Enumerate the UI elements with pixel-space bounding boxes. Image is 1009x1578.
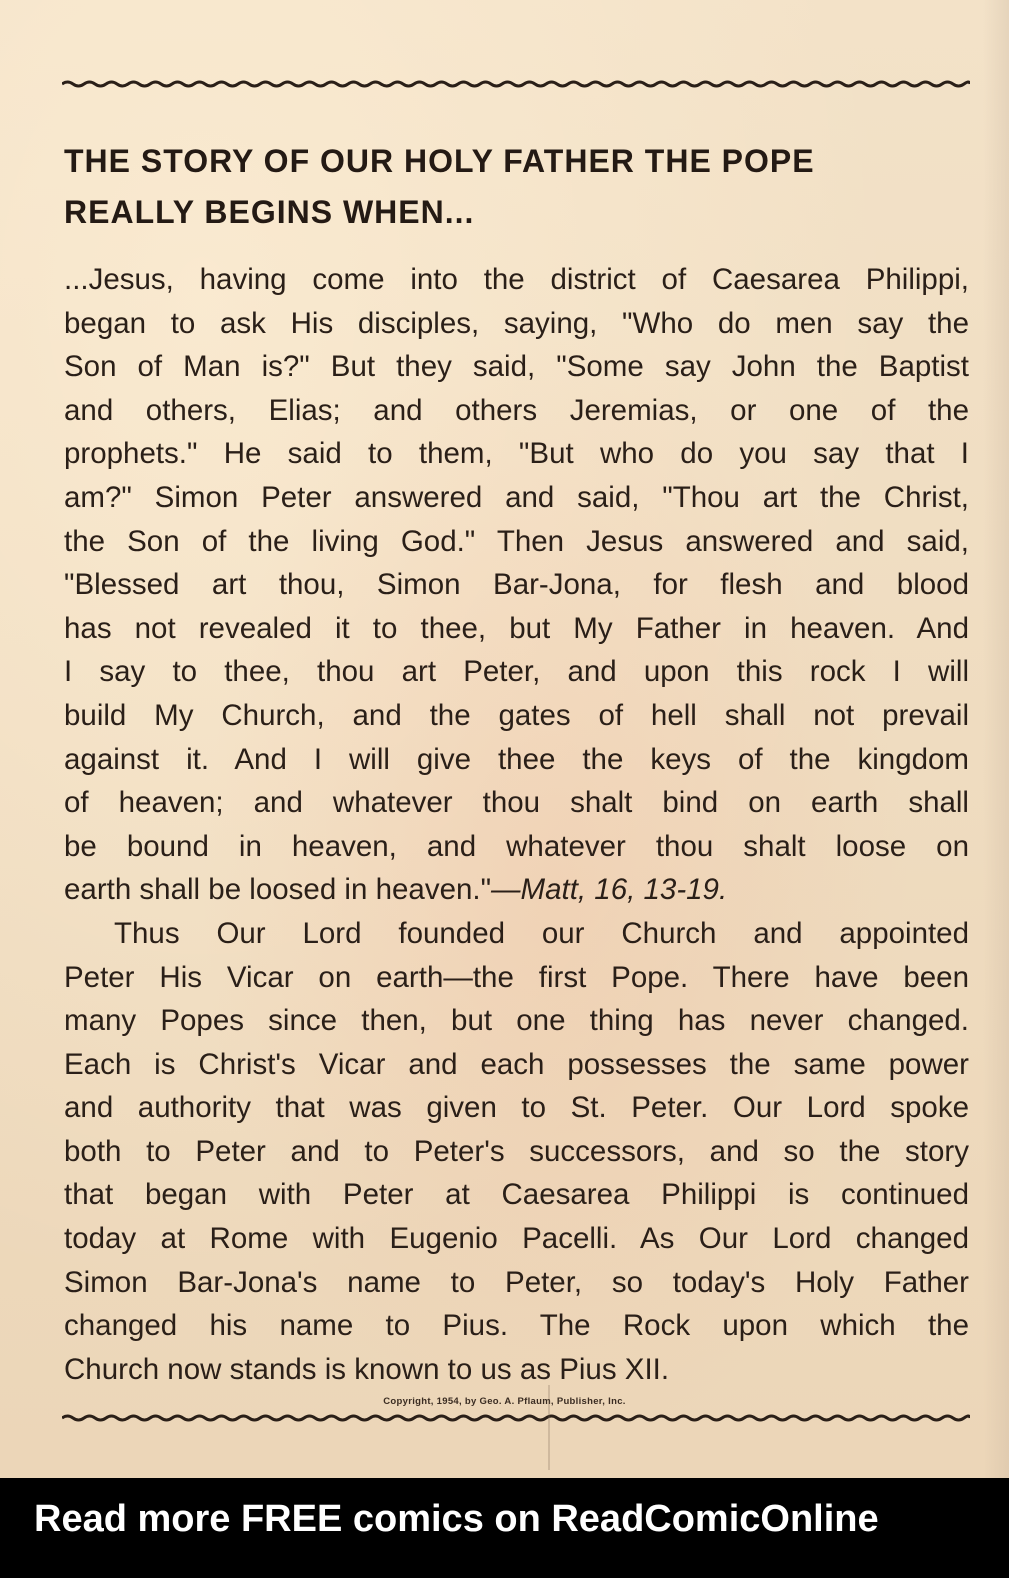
scripture-citation: —Matt, 16, 13-19. bbox=[491, 873, 728, 907]
text-line: the Son of the living God." Then Jesus answered and said, bbox=[64, 524, 969, 558]
text-line: against it. And I will give thee the keys of the kingdom bbox=[64, 742, 969, 776]
text-line: today at Rome with Eugenio Pacelli. As Our Lord changed bbox=[64, 1222, 969, 1256]
text-line: build My Church, and the gates of hell shall not prevail bbox=[64, 698, 969, 732]
text-line: ...Jesus, having come into the district of Caesarea Philippi, bbox=[64, 263, 969, 296]
text-line: both to Peter and to Peter's successors, and so the story bbox=[64, 1134, 969, 1168]
page-heading bbox=[64, 136, 944, 238]
text-line: Peter His Vicar on earth—the first Pope. There have been bbox=[64, 960, 969, 994]
bottom-wavy-rule bbox=[62, 1414, 970, 1422]
promo-banner[interactable] bbox=[0, 1478, 1009, 1578]
text-line: be bound in heaven, and whatever thou shalt loose on bbox=[64, 829, 969, 863]
text-line: began to ask His disciples, saying, "Who do men say the bbox=[64, 306, 969, 340]
text-line-with-citation bbox=[64, 868, 969, 912]
text-line: has not revealed it to thee, but My Father in heaven. And bbox=[64, 611, 969, 645]
heading-line-2: REALLY BEGINS WHEN... bbox=[64, 194, 475, 230]
text-line: of heaven; and whatever thou shalt bind on earth shall bbox=[64, 786, 969, 820]
text-line: Church now stands is known to us as Pius XII. bbox=[64, 1352, 670, 1386]
promo-banner-text[interactable]: Read more FREE comics on ReadComicOnline bbox=[34, 1498, 879, 1540]
text-line: "Blessed art thou, Simon Bar-Jona, for flesh and blood bbox=[64, 568, 969, 602]
heading-line-1: THE STORY OF OUR HOLY FATHER THE POPE bbox=[64, 143, 815, 179]
top-wavy-rule bbox=[62, 80, 970, 88]
closing-quote-text: earth shall be loosed in heaven." bbox=[64, 873, 492, 907]
text-line: Simon Bar-Jona's name to Peter, so today's Holy Father bbox=[64, 1265, 969, 1299]
text-line: and authority that was given to St. Peter. Our Lord spoke bbox=[64, 1091, 969, 1125]
text-line: that began with Peter at Caesarea Philippi is continued bbox=[64, 1178, 969, 1212]
text-line: I say to thee, thou art Peter, and upon this rock I will bbox=[64, 655, 969, 689]
text-line: Each is Christ's Vicar and each possesses the same power bbox=[64, 1047, 969, 1081]
text-line: Son of Man is?" But they said, "Some say John the Baptist bbox=[64, 350, 969, 384]
paper-crease bbox=[548, 1385, 550, 1470]
text-line: prophets." He said to them, "But who do you say that I bbox=[64, 437, 969, 471]
text-line: am?" Simon Peter answered and said, "Thou art the Christ, bbox=[64, 480, 969, 514]
text-line: and others, Elias; and others Jeremias, or one of the bbox=[64, 393, 969, 427]
text-line: Thus Our Lord founded our Church and appointed bbox=[114, 916, 969, 950]
copyright-notice: Copyright, 1954, by Geo. A. Pflaum, Publisher, Inc. bbox=[383, 1396, 626, 1407]
text-line: changed his name to Pius. The Rock upon which the bbox=[64, 1309, 969, 1343]
story-text bbox=[64, 258, 969, 1391]
text-line: many Popes since then, but one thing has never changed. bbox=[64, 1004, 969, 1038]
